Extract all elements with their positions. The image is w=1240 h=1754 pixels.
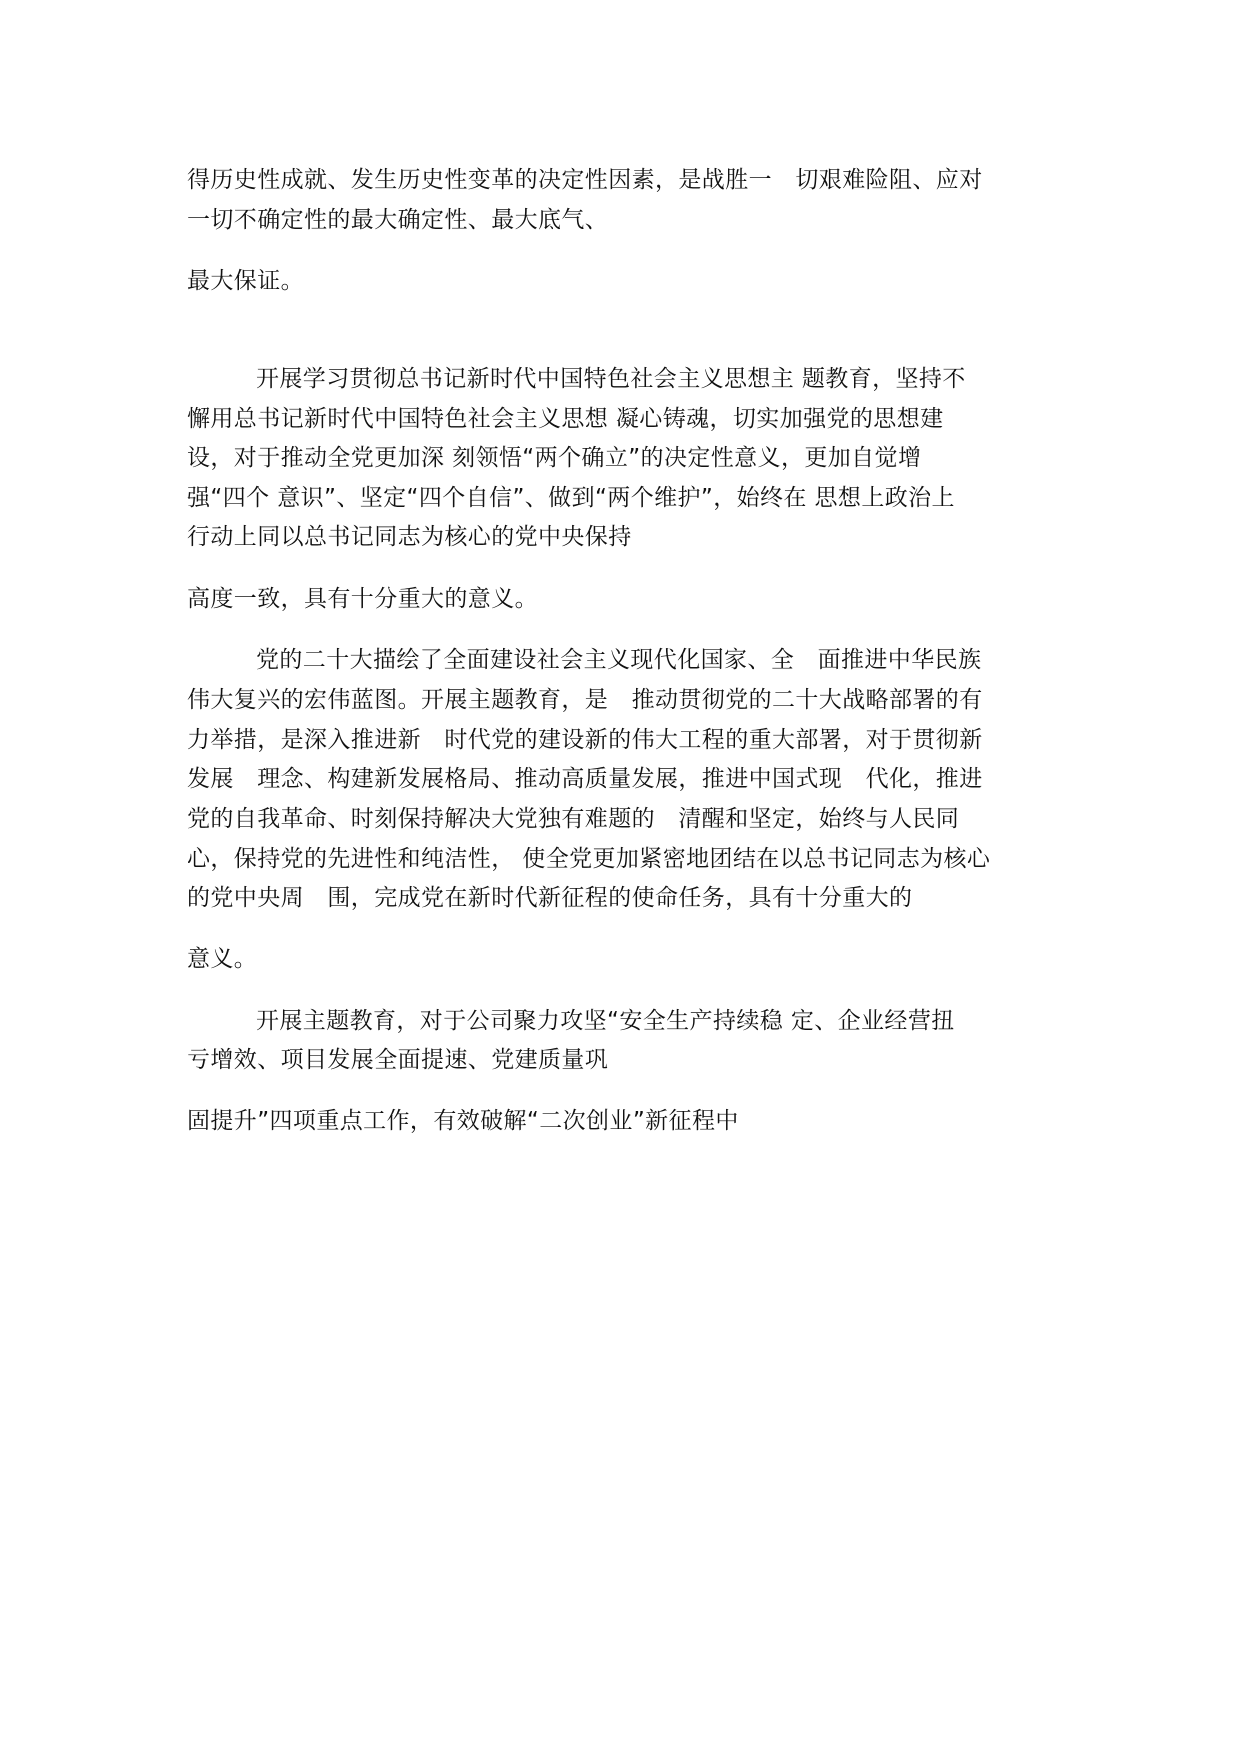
text-line: 固提升”四项重点工作，有效破解“二次创业”新征程中 <box>187 1108 739 1134</box>
text-line: 伟大复兴的宏伟蓝图。开展主题教育，是 推动贯彻党的二十大战略部署的有 <box>187 687 983 713</box>
text-line: 开展学习贯彻总书记新时代中国特色社会主义思想主 题教育，坚持不 <box>256 366 966 392</box>
text-line: 懈用总书记新时代中国特色社会主义思想 凝心铸魂，切实加强党的思想建 <box>187 406 944 432</box>
text-line: 的党中央周 围，完成党在新时代新征程的使命任务，具有十分重大的 <box>187 885 913 911</box>
text-line: 一切不确定性的最大确定性、最大底气、 <box>187 207 609 233</box>
text-line: 得历史性成就、发生历史性变革的决定性因素，是战胜一 切艰难险阻、应对 <box>187 167 983 193</box>
text-line: 党的自我革命、时刻保持解决大党独有难题的 清醒和坚定，始终与人民同 <box>187 806 960 832</box>
text-line: 党的二十大描绘了全面建设社会主义现代化国家、全 面推进中华民族 <box>256 647 982 673</box>
text-line: 力举措，是深入推进新 时代党的建设新的伟大工程的重大部署，对于贯彻新 <box>187 727 983 753</box>
text-line: 设，对于推动全党更加深 刻领悟“两个确立”的决定性意义，更加自觉增 <box>187 445 922 471</box>
text-line: 开展主题教育，对于公司聚力攻坚“安全生产持续稳 定、企业经营扭 <box>256 1008 955 1034</box>
text-line: 心，保持党的先进性和纯洁性， 使全党更加紧密地团结在以总书记同志为核心 <box>187 846 991 872</box>
text-line: 亏增效、项目发展全面提速、党建质量巩 <box>187 1047 609 1073</box>
text-line: 发展 理念、构建新发展格局、推动高质量发展，推进中国式现 代化，推进 <box>187 766 983 792</box>
text-line: 强“四个 意识”、坚定“四个自信”、做到“两个维护”，始终在 思想上政治上 <box>187 485 955 511</box>
text-line: 意义。 <box>187 946 258 972</box>
text-line: 最大保证。 <box>187 268 304 294</box>
text-line: 高度一致，具有十分重大的意义。 <box>187 586 538 612</box>
text-line: 行动上同以总书记同志为核心的党中央保持 <box>187 524 632 550</box>
